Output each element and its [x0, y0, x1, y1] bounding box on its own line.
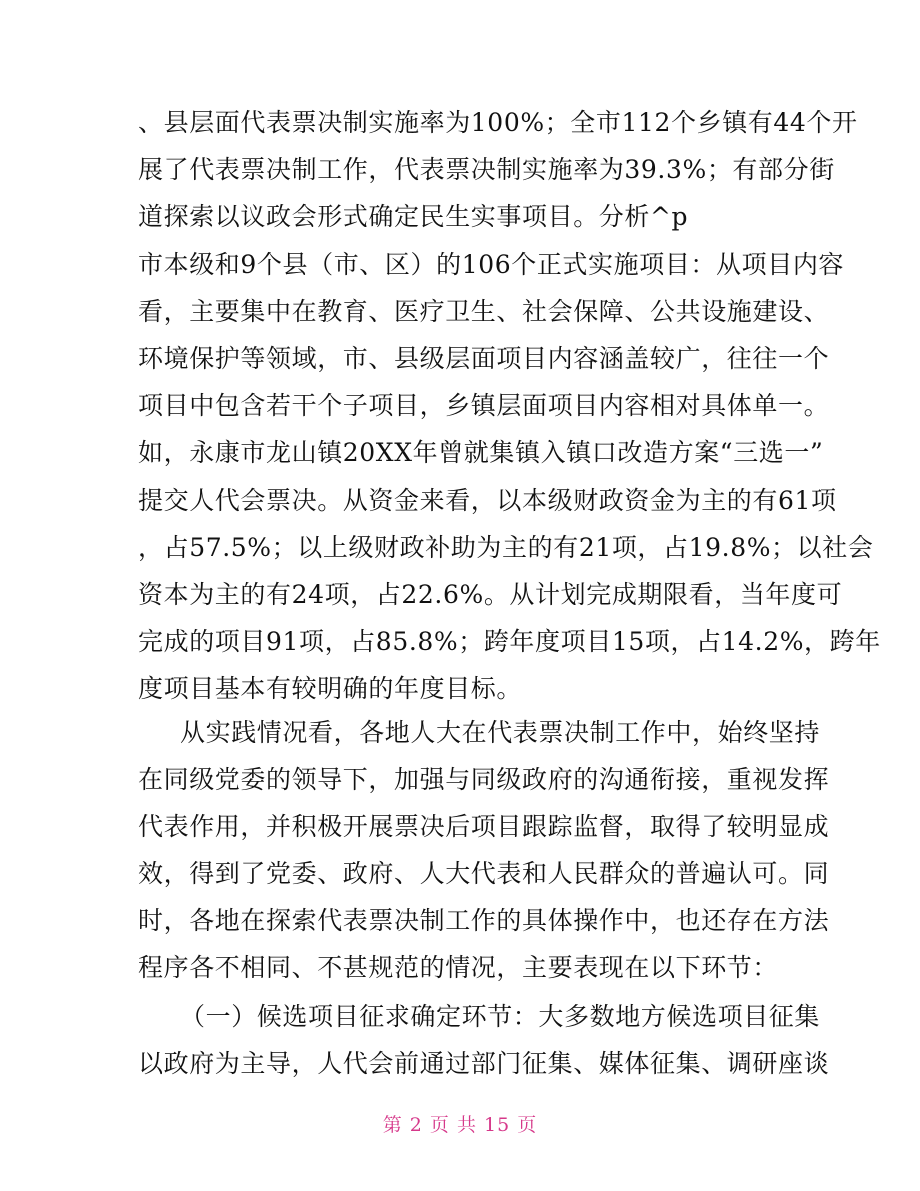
text-line: ，占57.5%；以上级财政补助为主的有21项，占19.8%；以社会 — [138, 533, 874, 562]
text-line: 时，各地在探索代表票决制工作的具体操作中，也还存在方法 — [138, 906, 830, 935]
text-line: 项目中包含若干个子项目，乡镇层面项目内容相对具体单一。 — [138, 391, 830, 420]
text-line: 市本级和9个县（市、区）的106个正式实施项目：从项目内容 — [138, 250, 845, 279]
page-footer: 第 2 页 共 15 页 — [382, 1114, 538, 1136]
text-line: 提交人代会票决。从资金来看，以本级财政资金为主的有61项 — [138, 486, 837, 515]
text-line: 资本为主的有24项，占22.6%。从计划完成期限看，当年度可 — [138, 580, 843, 609]
text-line: 道探索以议政会形式确定民生实事项目。分析^p — [138, 202, 689, 231]
paragraph-first-line: 从实践情况看，各地人大在代表票决制工作中，始终坚持 — [180, 718, 821, 747]
paragraph-first-line: （一）候选项目征求确定环节：大多数地方候选项目征集 — [180, 1002, 821, 1031]
text-line: 在同级党委的领导下，加强与同级政府的沟通衔接，重视发挥 — [138, 765, 830, 794]
text-line: 环境保护等领域，市、县级层面项目内容涵盖较广，往往一个 — [138, 344, 830, 373]
text-line: 如，永康市龙山镇20XX年曾就集镇入镇口改造方案“三选一” — [138, 438, 824, 467]
text-line: 代表作用，并积极开展票决后项目跟踪监督，取得了较明显成 — [138, 812, 830, 841]
text-line: 看，主要集中在教育、医疗卫生、社会保障、公共设施建设、 — [138, 297, 830, 326]
text-line: 展了代表票决制工作，代表票决制实施率为39.3%；有部分街 — [138, 155, 835, 184]
text-line: 程序各不相同、不甚规范的情况，主要表现在以下环节： — [138, 953, 779, 982]
text-line: 度项目基本有较明确的年度目标。 — [138, 674, 523, 703]
text-line: 效，得到了党委、政府、人大代表和人民群众的普遍认可。同 — [138, 859, 830, 888]
text-line: 完成的项目91项，占85.8%；跨年度项目15项，占14.2%，跨年 — [138, 627, 881, 656]
text-line: 以政府为主导，人代会前通过部门征集、媒体征集、调研座谈 — [138, 1049, 830, 1078]
text-line: 、县层面代表票决制实施率为100%；全市112个乡镇有44个开 — [138, 108, 858, 137]
